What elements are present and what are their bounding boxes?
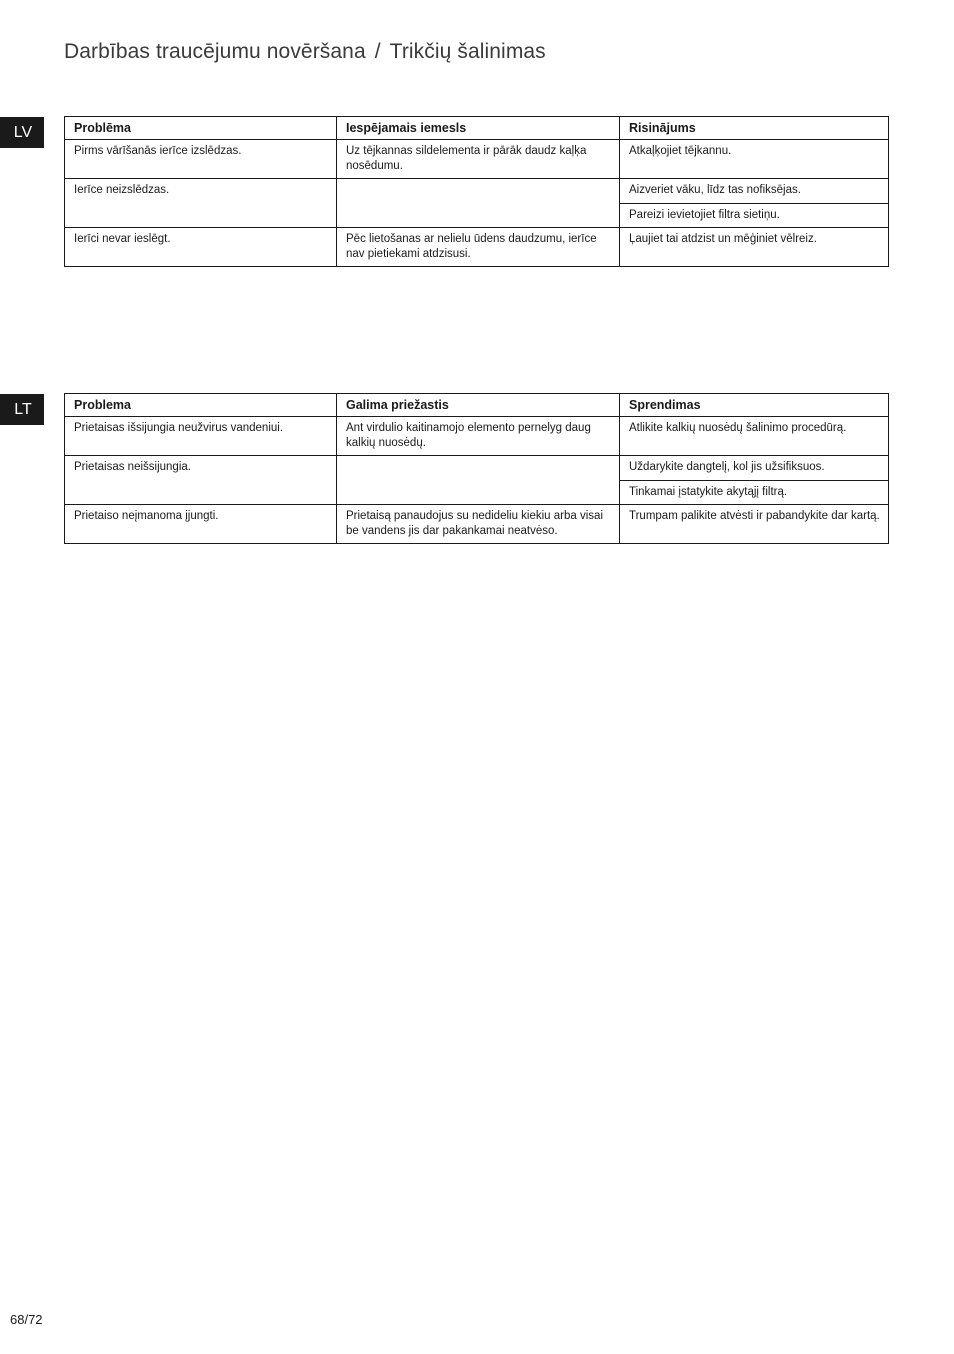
solution-cell: Uždarykite dangtelį, kol jis užsifiksuos. (620, 456, 889, 481)
column-header-problem: Problēma (65, 117, 337, 140)
troubleshooting-table-lv (64, 116, 889, 267)
table-row (65, 228, 889, 267)
language-tab-lt: LT (0, 394, 44, 425)
cause-cell: Uz tējkannas sildelementa ir pārāk daudz kaļķa nosēdumu. (337, 140, 620, 179)
solution-cell: Ļaujiet tai atdzist un mēģiniet vēlreiz. (620, 228, 889, 267)
table-header-row (65, 394, 889, 417)
column-header-problem: Problema (65, 394, 337, 417)
page-title-lv: Darbības traucējumu novēršana (64, 40, 366, 63)
table-row (65, 179, 889, 204)
problem-cell: Prietaiso neįmanoma įjungti. (65, 505, 337, 544)
column-header-cause: Iespējamais iemesls (337, 117, 620, 140)
table-header-row (65, 117, 889, 140)
page-number: 68/72 (10, 1312, 43, 1327)
troubleshooting-table-lt (64, 393, 889, 544)
page-title (64, 40, 546, 64)
column-header-solution: Risinājums (620, 117, 889, 140)
table-row (65, 505, 889, 544)
table-row (65, 417, 889, 456)
problem-cell: Ierīci nevar ieslēgt. (65, 228, 337, 267)
table-row (65, 140, 889, 179)
solution-cell: Tinkamai įstatykite akytąjį filtrą. (620, 480, 889, 505)
solution-cell: Atlikite kalkių nuosėdų šalinimo procedūrą. (620, 417, 889, 456)
solution-cell: Trumpam palikite atvėsti ir pabandykite dar kartą. (620, 505, 889, 544)
table-row (65, 456, 889, 481)
solution-cell: Atkaļķojiet tējkannu. (620, 140, 889, 179)
column-header-cause: Galima priežastis (337, 394, 620, 417)
solution-cell: Pareizi ievietojiet filtra sietiņu. (620, 203, 889, 228)
title-separator: / (374, 40, 381, 63)
language-tab-lv: LV (0, 117, 44, 148)
problem-cell: Pirms vārīšanās ierīce izslēdzas. (65, 140, 337, 179)
cause-cell: Ant virdulio kaitinamojo elemento pernelyg daug kalkių nuosėdų. (337, 417, 620, 456)
cause-cell (337, 456, 620, 505)
solution-cell: Aizveriet vāku, līdz tas nofiksējas. (620, 179, 889, 204)
cause-cell (337, 179, 620, 228)
page-title-lt: Trikčių šalinimas (389, 40, 546, 63)
problem-cell: Prietaisas išsijungia neužvirus vandeniui. (65, 417, 337, 456)
column-header-solution: Sprendimas (620, 394, 889, 417)
problem-cell: Prietaisas neišsijungia. (65, 456, 337, 505)
cause-cell: Pēc lietošanas ar nelielu ūdens daudzumu, ierīce nav pietiekami atdzisusi. (337, 228, 620, 267)
problem-cell: Ierīce neizslēdzas. (65, 179, 337, 228)
cause-cell: Prietaisą panaudojus su nedideliu kiekiu arba visai be vandens jis dar pakankamai neatvėso. (337, 505, 620, 544)
